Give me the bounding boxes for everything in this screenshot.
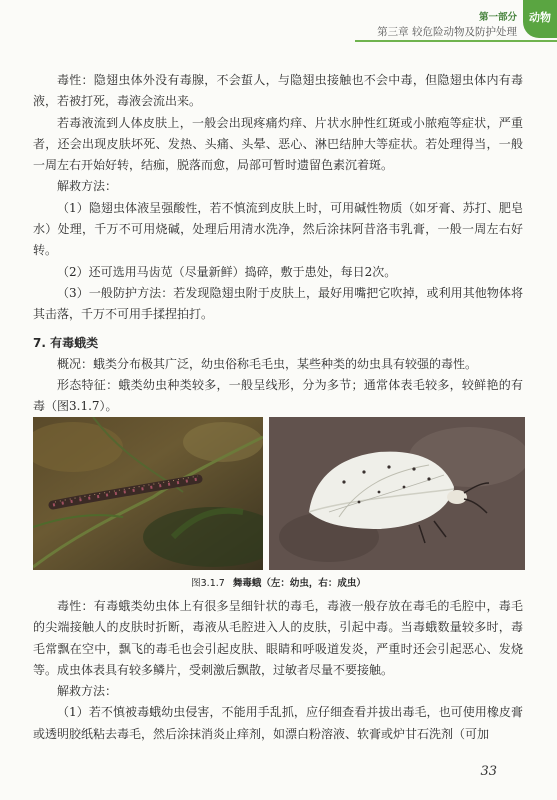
body-text-bottom: [33, 596, 523, 745]
paragraph: 解救方法：: [57, 684, 118, 699]
header-rule: [355, 40, 557, 42]
paragraph: 形态特征：蛾类幼虫种类较多，一般呈线形，分为多节；通常体表毛较多，较鲜艳的有毒（图3.1.7）。: [33, 377, 523, 414]
paragraph: 毒性：隐翅虫体外没有毒腺，不会蜇人，与隐翅虫接触也不会中毒，但隐翅虫体内有毒液，若被打死，毒液会流出来。: [33, 73, 523, 109]
figure-caption: [0, 575, 557, 589]
caterpillar-photo: [33, 417, 263, 570]
paragraph: （1）隐翅虫体液呈强酸性，若不慎流到皮肤上时，可用碱性物质（如牙膏、苏打、肥皂水）处理，千万不可用烧碱，处理后用清水洗净，然后涂抹阿昔洛韦乳膏，一般一周左右好转。: [33, 200, 523, 258]
figure-number: 图3.1.7: [191, 578, 225, 589]
paragraph: 若毒液流到人体皮肤上，一般会出现疼痛灼痒、片状水肿性红斑或小脓疱等症状，严重者，还会出现皮肤坏死、发热、头痛、头晕、恶心、淋巴结肿大等症状。若处理得当，一般一周左右开始好转，结痂，脱落而愈，局部可暂时遗留色素沉着斑。: [33, 115, 523, 173]
paragraph: （1）若不慎被毒蛾幼虫侵害，不能用手乱抓，应仔细查看并拔出毒毛，也可使用橡皮膏或透明胶纸粘去毒毛，然后涂抹消炎止痒剂，如漂白粉溶液、软膏或炉甘石洗剂（可加: [33, 705, 523, 741]
paragraph: 解救方法：: [57, 179, 118, 194]
figure-photos: [33, 417, 525, 570]
body-text-top: [33, 70, 523, 417]
section-heading: 7. 有毒蛾类: [33, 335, 99, 350]
page-header: [0, 0, 557, 44]
paragraph: （3）一般防护方法：若发现隐翅虫附于皮肤上，最好用嘴把它吹掉，或利用其他物体将其击落，千万不可用手揉捏拍打。: [33, 285, 523, 322]
paragraph: （2）还可选用马齿苋（尽量新鲜）捣碎，敷于患处，每日2次。: [57, 264, 397, 279]
chapter-title: 第三章 较危险动物及防护处理: [377, 26, 517, 38]
part-label: 第一部分: [478, 12, 517, 23]
paragraph: 毒性：有毒蛾类幼虫体上有很多呈细针状的毒毛，毒液一般存放在毒毛的毛腔中，毒毛的尖端接触人的皮肤时折断，毒液从毛腔进入人的皮肤，引起中毒。当毒蛾数量较多时，毒毛常飘在空中，飘飞的毒毛也会引起皮肤、眼睛和呼吸道发炎，严重时还会引起恶心、发烧等。成虫体表具有较多鳞片，受刺激后飘散，过敏者尽量不要接触。: [33, 599, 523, 677]
page-number: 33: [480, 764, 497, 779]
moth-photo: [269, 417, 525, 570]
paragraph: 概况：蛾类分布极其广泛，幼虫俗称毛毛虫，某些种类的幼虫具有较强的毒性。: [57, 356, 478, 371]
figure-caption-text: 舞毒蛾（左：幼虫，右：成虫）: [232, 578, 366, 589]
section-tab: 动物: [523, 0, 557, 38]
